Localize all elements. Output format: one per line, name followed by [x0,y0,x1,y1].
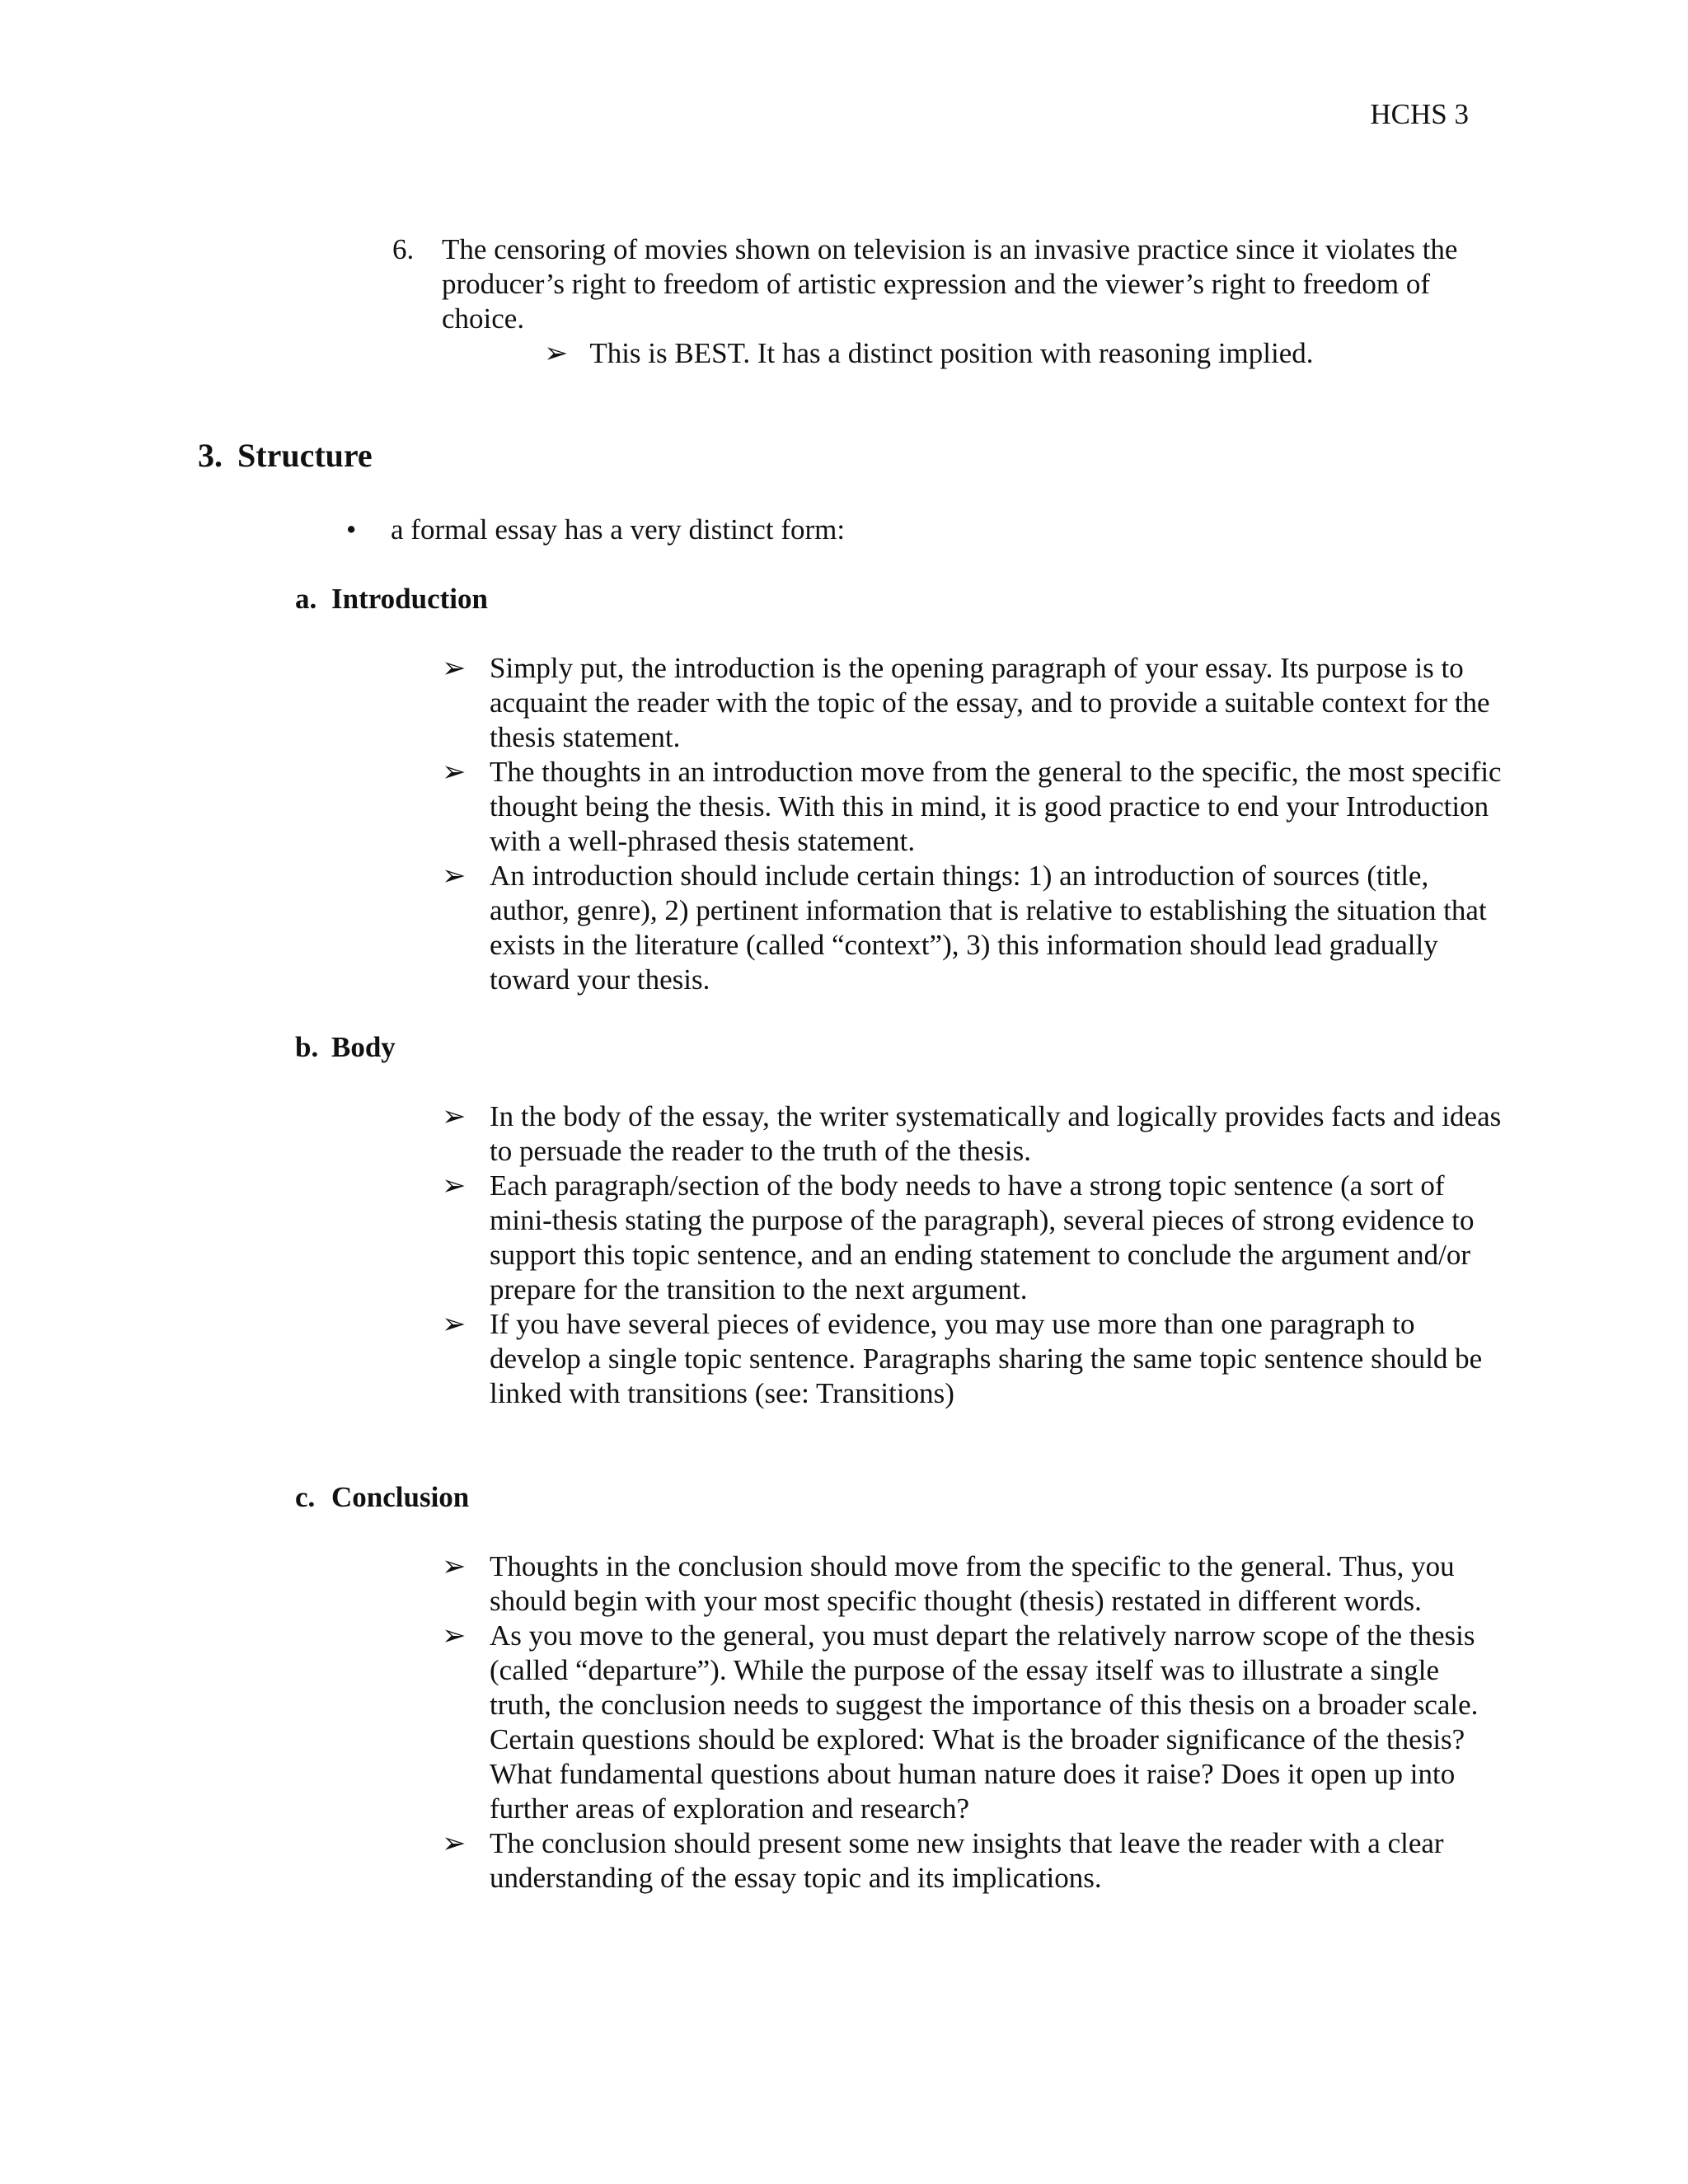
arrow-bullet-icon: ➢ [442,860,467,892]
list-number: 6. [392,233,415,265]
point-text: The conclusion should present some new insights that leave the reader with a clear understanding of the essay topic and its implications. [490,1827,1444,1894]
list-item [442,859,1505,997]
list-item [442,1169,1505,1307]
subheading-introduction [295,582,488,616]
introduction-points [442,651,1505,997]
point-text: Each paragraph/section of the body needs to have a strong topic sentence (a sort of mini-thesis stating the purpose of the paragraph), several pieces of strong evidence to support this topic sentence, and an ending statement to conclude the argument and/or prepare for the transition to the next argument. [490,1169,1475,1305]
example-thesis-6: The censoring of movies shown on television is an invasive practice since it violates the producer’s right to freedom of artistic expression and the viewer’s right to freedom of choice. [442,233,1458,335]
arrow-bullet-icon: ➢ [442,652,467,684]
point-text: As you move to the general, you must depart the relatively narrow scope of the thesis (called “departure”). While the purpose of the essay itself was to illustrate a single truth, the conclusion needs to suggest the importance of this thesis on a broader scale. Certain questions should be explored: What is the broader significance of the thesis? What fundamental questions about human nature does it raise? Does it open up into further areas of exploration and research? [490,1619,1479,1825]
section-heading-structure [198,438,373,473]
section-number: 3. [198,437,223,474]
page-header: HCHS 3 [1370,98,1469,130]
bullet-icon: • [346,513,357,546]
subheading-body [295,1030,396,1065]
arrow-bullet-icon: ➢ [442,1619,467,1652]
bullet-text: a formal essay has a very distinct form: [391,513,846,546]
list-item [442,1619,1505,1826]
point-text: In the body of the essay, the writer systematically and logically provides facts and ideas to persuade the reader to the truth of the thesis. [490,1100,1502,1167]
example-note [544,336,1533,371]
list-item [442,1826,1505,1896]
subheading-label: b. [295,1031,319,1063]
point-text: Thoughts in the conclusion should move from the specific to the general. Thus, you should begin with your most specific thought (thesis) restated in different words. [490,1550,1455,1617]
list-item [442,1099,1505,1169]
arrow-bullet-icon: ➢ [442,1308,467,1340]
list-item [442,1307,1505,1411]
subheading-title: Body [331,1031,396,1063]
arrow-bullet-icon: ➢ [442,1827,467,1859]
subheading-label: a. [295,583,317,615]
list-item [442,755,1505,859]
section-title: Structure [237,437,373,474]
subheading-label: c. [295,1481,316,1513]
body-points [442,1099,1505,1411]
point-text: Simply put, the introduction is the opening paragraph of your essay. Its purpose is to acquaint the reader with the topic of the essay, and to provide a suitable context for the thesis statement. [490,652,1490,753]
subheading-title: Introduction [331,583,488,615]
point-text: The thoughts in an introduction move from the general to the specific, the most specific thought being the thesis. With this in mind, it is good practice to end your Introduction with a well-phrased thesis statement. [490,756,1502,857]
list-item [442,651,1505,755]
bullet-item [346,513,845,547]
point-text: If you have several pieces of evidence, you may use more than one paragraph to develop a single topic sentence. Paragraphs sharing the same topic sentence should be linked with transitions (see: Transitions) [490,1308,1483,1409]
list-item [442,1549,1505,1619]
arrow-bullet-icon: ➢ [442,1100,467,1132]
subheading-title: Conclusion [331,1481,470,1513]
arrow-bullet-icon: ➢ [442,756,467,788]
note-text: This is BEST. It has a distinct position with reasoning implied. [589,337,1314,369]
conclusion-points [442,1549,1505,1896]
arrow-bullet-icon: ➢ [442,1169,467,1202]
point-text: An introduction should include certain things: 1) an introduction of sources (title, author, genre), 2) pertinent information that is relative to establishing the situation that exists in the literature (called “context”), 3) this information should lead gradually toward your thesis. [490,860,1487,996]
subheading-conclusion [295,1480,469,1515]
arrow-bullet-icon: ➢ [442,1550,467,1582]
arrow-bullet-icon: ➢ [544,337,569,369]
